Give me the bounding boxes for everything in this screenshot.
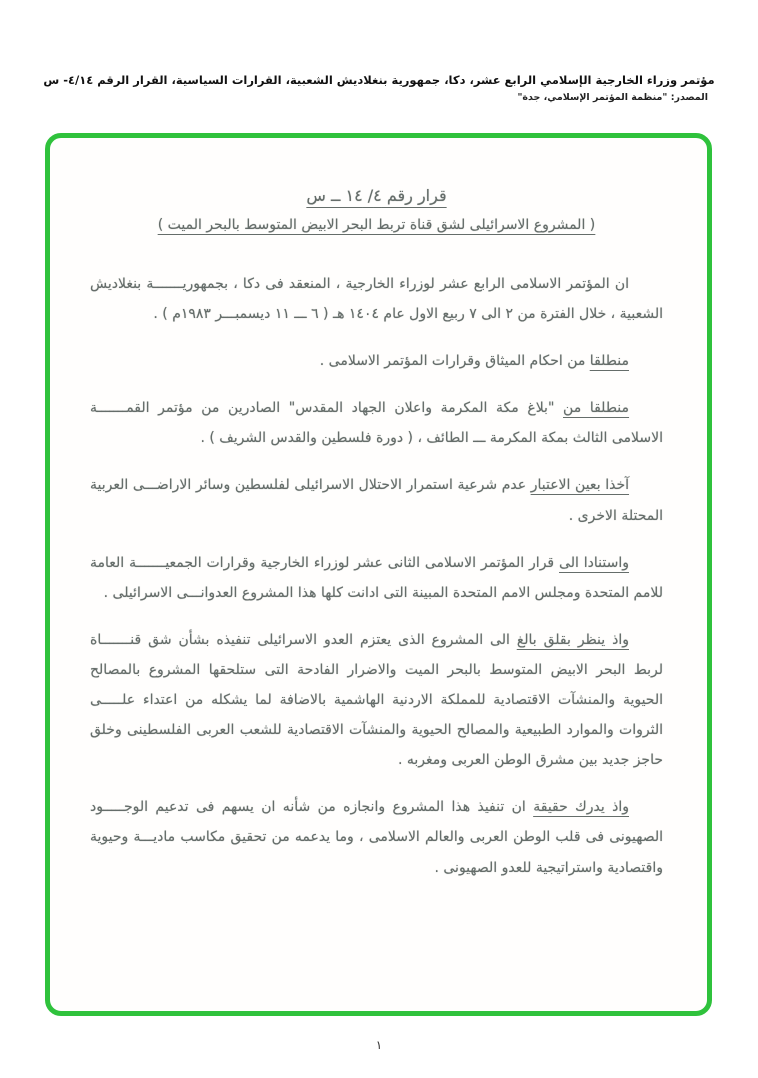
paragraph-lead: منطلقا من bbox=[563, 400, 630, 417]
paragraph-text: الى المشروع الذى يعتزم العدو الاسرائيلى تنفيذه بشأن شق قنـــــــاة لربط البحر الابيض المتوسط بالبحر الميت والاضرار الفادحة التى ستلحقها المشروع بالمصالح الحيوية والمنشآت الاقتصادية للمملكة الاردنية الهاشمية بالاضافة لما يشكله من اعتداء علـــــى الثروات والموارد الطبيعية والمصالح الحيوية والمنشآت الاقتصادية للشعب العربى الفلسطينى وخلق حاجز جديد بين مشرق الوطن العربى ومغربه . bbox=[90, 631, 663, 769]
paragraph-text: عدم شرعية استمرار الاحتلال الاسرائيلى لفلسطين وسائر الاراضـــى العربية المحتلة الاخرى . bbox=[90, 477, 663, 524]
document-paragraph bbox=[90, 625, 663, 775]
paragraph-lead: واذ ينظر بقلق بالغ bbox=[516, 631, 629, 648]
paragraph-lead: آخذا بعين الاعتبار bbox=[530, 477, 630, 494]
document-paragraph bbox=[90, 269, 663, 329]
document-paragraph bbox=[90, 470, 663, 530]
header-source bbox=[36, 92, 722, 103]
resolution-subtitle bbox=[90, 217, 663, 233]
paragraph-text: ان تنفيذ هذا المشروع وانجازه من شأنه ان يسهم فى تدعيم الوجـــــود الصهيونى فى قلب الوطن العربى والعالم الاسلامى ، وما يدعمه من تحقيق مكاسب ماديـــة وحيوية واقتصادية واستراتيجية للعدو الصهيونى . bbox=[90, 799, 663, 876]
document-frame bbox=[45, 133, 712, 1016]
paragraph-lead: واذ يدرك حقيقة bbox=[533, 799, 629, 816]
resolution-subtitle-text: ( المشروع الاسرائيلى لشق قناة تربط البحر الابيض المتوسط بالبحر الميت ) bbox=[157, 217, 596, 233]
document-paragraph bbox=[90, 346, 663, 376]
paragraph-lead: منطلقا bbox=[589, 353, 629, 370]
document-paragraphs bbox=[90, 269, 663, 883]
resolution-title-text: قرار رقم ٤/ ١٤ ــ س bbox=[306, 186, 447, 205]
header-source-label: المصدر: bbox=[670, 92, 708, 104]
header-citation: مؤتمر وزراء الخارجية الإسلامي الرابع عشر، دكا، جمهورية بنغلاديش الشعبية، القرارات السياسية، القرار الرقم ٤/١٤- س bbox=[43, 73, 715, 87]
paragraph-text: "بلاغ مكة المكرمة واعلان الجهاد المقدس" الصادرين من مؤتمر القمـــــــة الاسلامى الثالث بمكة المكرمة ـــ الطائف ، ( دورة فلسطين والقدس الشريف ) . bbox=[90, 400, 663, 447]
resolution-title bbox=[90, 186, 663, 205]
paragraph-lead: واستنادا الى bbox=[559, 554, 629, 571]
document-paragraph bbox=[90, 393, 663, 453]
page-number: ١ bbox=[375, 1038, 383, 1052]
header-source-value: "منظمة المؤتمر الإسلامي، جدة" bbox=[517, 92, 668, 104]
document-paragraph bbox=[90, 548, 663, 608]
document-header bbox=[36, 72, 722, 103]
paragraph-text: قرار المؤتمر الاسلامى الثانى عشر لوزراء الخارجية وقرارات الجمعيـــــــة العامة للامم المتحدة ومجلس الامم المتحدة المبينة التى ادانت كلها هذا المشروع العدوانـــى الاسرائيلى . bbox=[90, 554, 663, 601]
document-paragraph bbox=[90, 792, 663, 882]
paragraph-text: من احكام الميثاق وقرارات المؤتمر الاسلامى . bbox=[319, 353, 586, 370]
paragraph-text: ان المؤتمر الاسلامى الرابع عشر لوزراء الخارجية ، المنعقد فى دكا ، بجمهوريـــــــة بنغلاديش الشعبية ، خلال الفترة من ٢ الى ٧ ربيع الاول عام ١٤٠٤ هـ ( ٦ ـــ ١١ ديسمبـــر ١٩٨٣م ) . bbox=[90, 276, 663, 323]
